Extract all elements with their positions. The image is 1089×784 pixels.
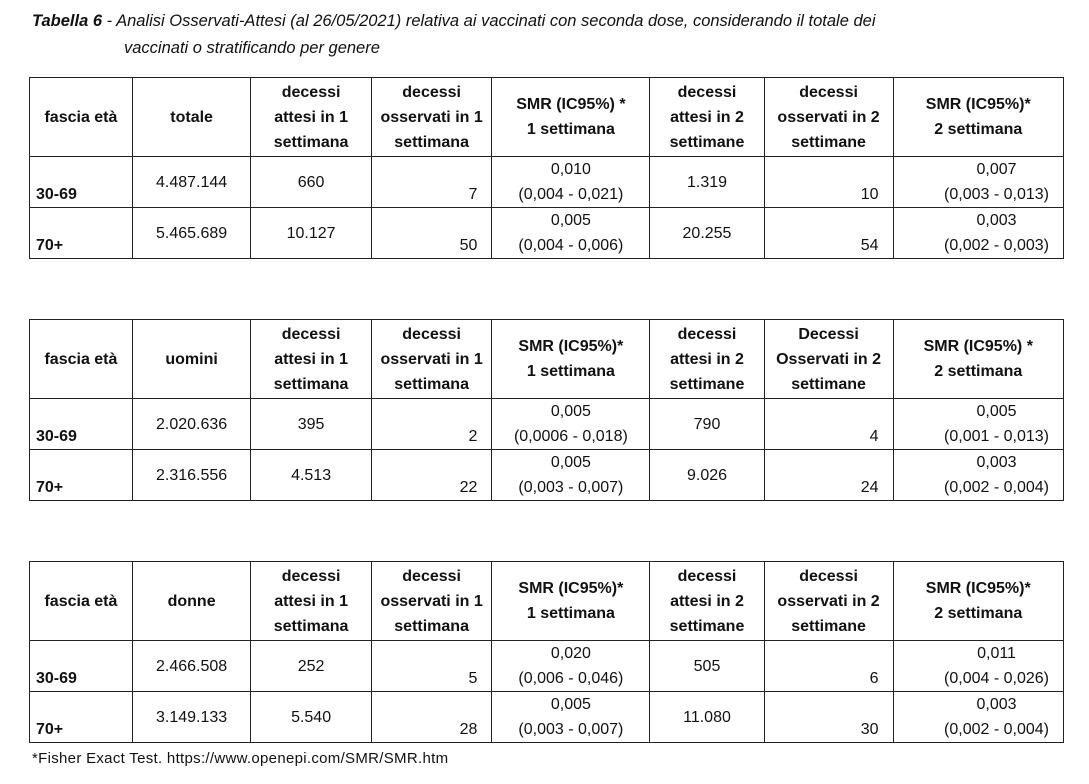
header-smr-1w: SMR (IC95%)* 1 settimana — [492, 320, 650, 399]
header-observed-2w: decessi osservati in 2 settimane — [764, 78, 893, 157]
cell-smr-2w: 0,003 (0,002 - 0,003) — [893, 208, 1064, 259]
cell-observed-2w: 54 — [764, 208, 893, 259]
cell-group: 3.149.133 — [132, 692, 250, 743]
footnote: *Fisher Exact Test. https://www.openepi.com/SMR/SMR.htm — [32, 750, 449, 767]
header-observed-2w: decessi osservati in 2 settimane — [764, 562, 893, 641]
cell-observed-2w: 24 — [764, 450, 893, 501]
cell-observed-2w: 6 — [764, 641, 893, 692]
table-row — [30, 692, 1064, 743]
header-expected-1w: decessi attesi in 1 settimana — [251, 320, 372, 399]
cell-expected-1w: 10.127 — [251, 208, 372, 259]
cell-expected-2w: 9.026 — [650, 450, 764, 501]
cell-age: 70+ — [30, 208, 133, 259]
cell-group: 2.316.556 — [132, 450, 250, 501]
cell-expected-2w: 790 — [650, 399, 764, 450]
cell-smr-1w: 0,005 (0,004 - 0,006) — [492, 208, 650, 259]
header-smr-2w: SMR (IC95%)* 2 settimana — [893, 78, 1064, 157]
cell-smr-1w: 0,005 (0,003 - 0,007) — [492, 692, 650, 743]
cell-age: 30-69 — [30, 641, 133, 692]
cell-observed-1w: 22 — [371, 450, 492, 501]
smr-table-uomini — [29, 319, 1064, 501]
cell-expected-1w: 395 — [251, 399, 372, 450]
smr-table-donne — [29, 561, 1064, 743]
cell-expected-2w: 1.319 — [650, 157, 764, 208]
header-smr-1w: SMR (IC95%) * 1 settimana — [492, 78, 650, 157]
table-row — [30, 450, 1064, 501]
table-caption — [32, 8, 1072, 62]
cell-expected-1w: 5.540 — [251, 692, 372, 743]
cell-age: 30-69 — [30, 157, 133, 208]
cell-group: 4.487.144 — [132, 157, 250, 208]
cell-observed-1w: 2 — [371, 399, 492, 450]
header-expected-2w: decessi attesi in 2 settimane — [650, 320, 764, 399]
cell-smr-2w: 0,003 (0,002 - 0,004) — [893, 692, 1064, 743]
header-expected-1w: decessi attesi in 1 settimana — [251, 78, 372, 157]
header-group: totale — [132, 78, 250, 157]
cell-expected-1w: 4.513 — [251, 450, 372, 501]
header-expected-2w: decessi attesi in 2 settimane — [650, 78, 764, 157]
header-row — [30, 562, 1064, 641]
cell-group: 2.020.636 — [132, 399, 250, 450]
header-row — [30, 78, 1064, 157]
cell-age: 30-69 — [30, 399, 133, 450]
cell-observed-2w: 4 — [764, 399, 893, 450]
header-age: fascia età — [30, 562, 133, 641]
cell-smr-1w: 0,010 (0,004 - 0,021) — [492, 157, 650, 208]
cell-observed-2w: 30 — [764, 692, 893, 743]
table-row — [30, 157, 1064, 208]
cell-expected-2w: 20.255 — [650, 208, 764, 259]
cell-expected-1w: 252 — [251, 641, 372, 692]
smr-table-totale — [29, 77, 1064, 259]
cell-group: 5.465.689 — [132, 208, 250, 259]
cell-smr-2w: 0,003 (0,002 - 0,004) — [893, 450, 1064, 501]
cell-smr-1w: 0,020 (0,006 - 0,046) — [492, 641, 650, 692]
header-age: fascia età — [30, 78, 133, 157]
cell-observed-1w: 50 — [371, 208, 492, 259]
cell-age: 70+ — [30, 450, 133, 501]
cell-observed-1w: 5 — [371, 641, 492, 692]
header-observed-1w: decessi osservati in 1 settimana — [371, 78, 492, 157]
header-expected-1w: decessi attesi in 1 settimana — [251, 562, 372, 641]
header-smr-2w: SMR (IC95%) * 2 settimana — [893, 320, 1064, 399]
cell-group: 2.466.508 — [132, 641, 250, 692]
table-row — [30, 399, 1064, 450]
header-observed-2w: Decessi Osservati in 2 settimane — [764, 320, 893, 399]
cell-observed-1w: 7 — [371, 157, 492, 208]
caption-line2: vaccinati o stratificando per genere — [124, 39, 380, 57]
caption-text: - Analisi Osservati-Attesi (al 26/05/2021) relativa ai vaccinati con seconda dose, considerando il totale dei — [102, 12, 876, 30]
header-age: fascia età — [30, 320, 133, 399]
cell-age: 70+ — [30, 692, 133, 743]
cell-smr-1w: 0,005 (0,003 - 0,007) — [492, 450, 650, 501]
cell-observed-1w: 28 — [371, 692, 492, 743]
header-observed-1w: decessi osservati in 1 settimana — [371, 320, 492, 399]
cell-smr-2w: 0,005 (0,001 - 0,013) — [893, 399, 1064, 450]
cell-observed-2w: 10 — [764, 157, 893, 208]
header-expected-2w: decessi attesi in 2 settimane — [650, 562, 764, 641]
header-row — [30, 320, 1064, 399]
cell-smr-2w: 0,007 (0,003 - 0,013) — [893, 157, 1064, 208]
table-row — [30, 641, 1064, 692]
cell-smr-1w: 0,005 (0,0006 - 0,018) — [492, 399, 650, 450]
header-group: uomini — [132, 320, 250, 399]
cell-expected-1w: 660 — [251, 157, 372, 208]
header-smr-1w: SMR (IC95%)* 1 settimana — [492, 562, 650, 641]
cell-expected-2w: 505 — [650, 641, 764, 692]
caption-lead: Tabella 6 — [32, 12, 103, 30]
table-row — [30, 208, 1064, 259]
cell-smr-2w: 0,011 (0,004 - 0,026) — [893, 641, 1064, 692]
header-smr-2w: SMR (IC95%)* 2 settimana — [893, 562, 1064, 641]
header-observed-1w: decessi osservati in 1 settimana — [371, 562, 492, 641]
cell-expected-2w: 11.080 — [650, 692, 764, 743]
header-group: donne — [132, 562, 250, 641]
